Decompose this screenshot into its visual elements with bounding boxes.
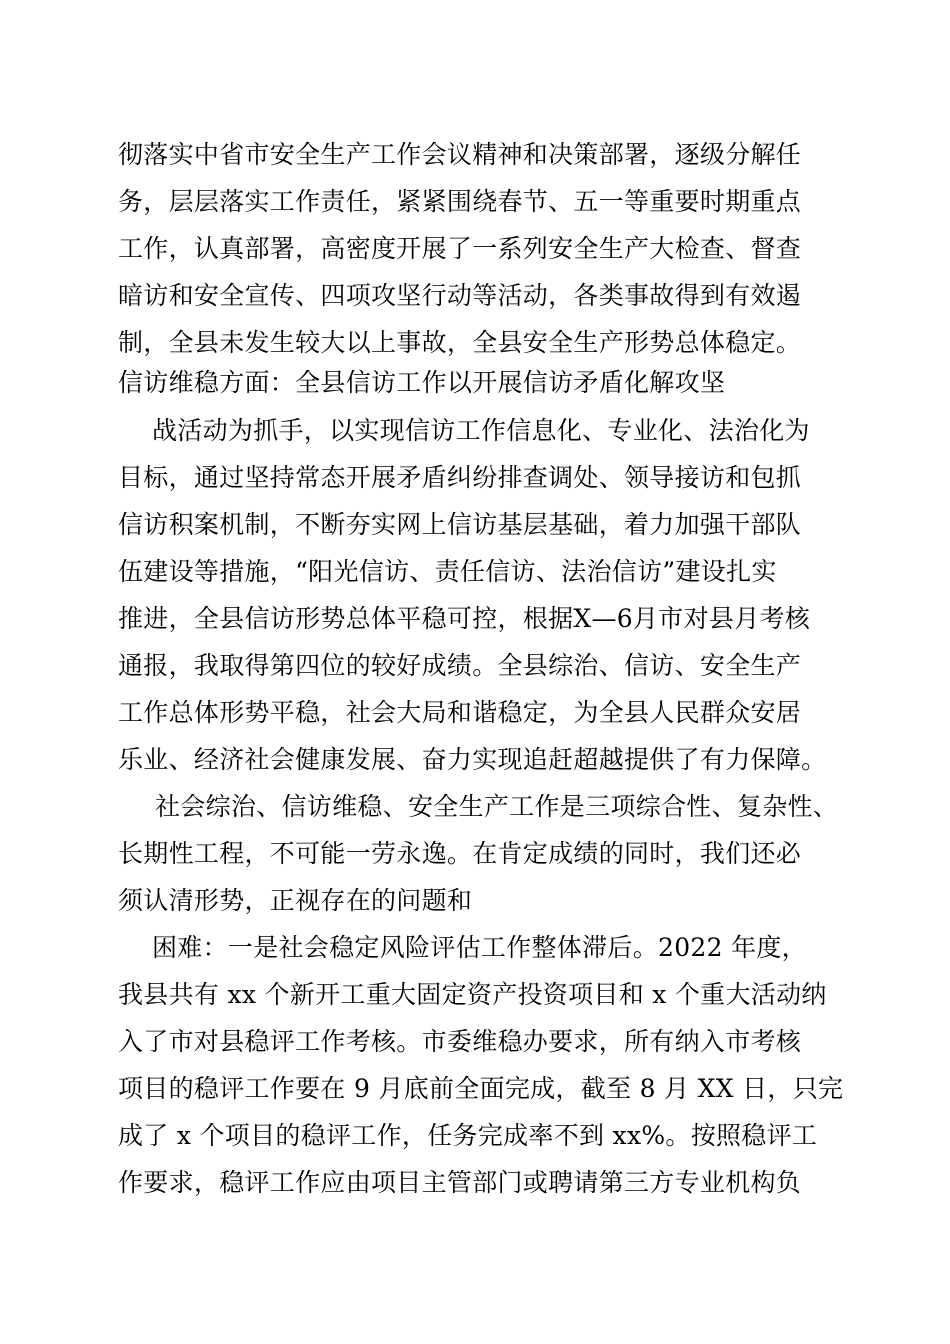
text-line-1: 彻落实中省市安全生产工作会议精神和决策部署，逐级分解任 [118,140,802,169]
text-line-14: 乐业、经济社会健康发展、奋力实现追赶超越提供了有力保障。 [118,745,827,774]
text-line-6: 信访维稳方面：全县信访工作以开展信访矛盾化解攻坚 [118,368,726,397]
text-line-15: 社会综治、信访维稳、安全生产工作是三项综合性、复杂性、 [155,792,839,821]
text-line-4: 暗访和安全宣传、四项攻坚行动等活动，各类事故得到有效遏 [118,281,802,310]
text-line-8: 目标，通过坚持常态开展矛盾纠纷排查调处、领导接访和包抓 [118,463,802,492]
text-line-17: 须认清形势，正视存在的问题和 [118,886,473,915]
text-line-18: 困难：一是社会稳定风险评估工作整体滞后。2022 年度， [152,933,807,962]
text-line-19: 我县共有 xx 个新开工重大固定资产投资项目和 x 个重大活动纳 [118,980,827,1009]
text-line-11: 推进，全县信访形势总体平稳可控，根据X—6月市对县月考核 [118,604,811,633]
text-line-20: 入了市对县稳评工作考核。市委维稳办要求，所有纳入市考核 [118,1027,802,1056]
text-line-2: 务，层层落实工作责任，紧紧围绕春节、五一等重要时期重点 [118,187,802,216]
text-line-23: 作要求，稳评工作应由项目主管部门或聘请第三方专业机构负 [118,1168,802,1197]
text-line-21: 项目的稳评工作要在 9 月底前全面完成，截至 8 月 XX 日，只完 [118,1074,844,1103]
text-line-7: 战活动为抓手，以实现信访工作信息化、专业化、法治化为 [152,416,810,445]
text-line-10: 伍建设等措施，“阳光信访、责任信访、法治信访”建设扎实 [118,557,777,586]
text-line-9: 信访积案机制，不断夯实网上信访基层基础，着力加强干部队 [118,510,802,539]
text-line-12: 通报，我取得第四位的较好成绩。全县综治、信访、安全生产 [118,651,802,680]
text-line-13: 工作总体形势平稳，社会大局和谐稳定，为全县人民群众安居 [118,698,802,727]
text-line-3: 工作，认真部署，高密度开展了一系列安全生产大检查、督查 [118,234,802,263]
text-line-22: 成了 x 个项目的稳评工作，任务完成率不到 xx%。按照稳评工 [118,1121,818,1150]
text-line-16: 长期性工程，不可能一劳永逸。在肯定成绩的同时，我们还必 [118,839,802,868]
text-line-5: 制，全县未发生较大以上事故，全县安全生产形势总体稳定。 [118,328,802,357]
